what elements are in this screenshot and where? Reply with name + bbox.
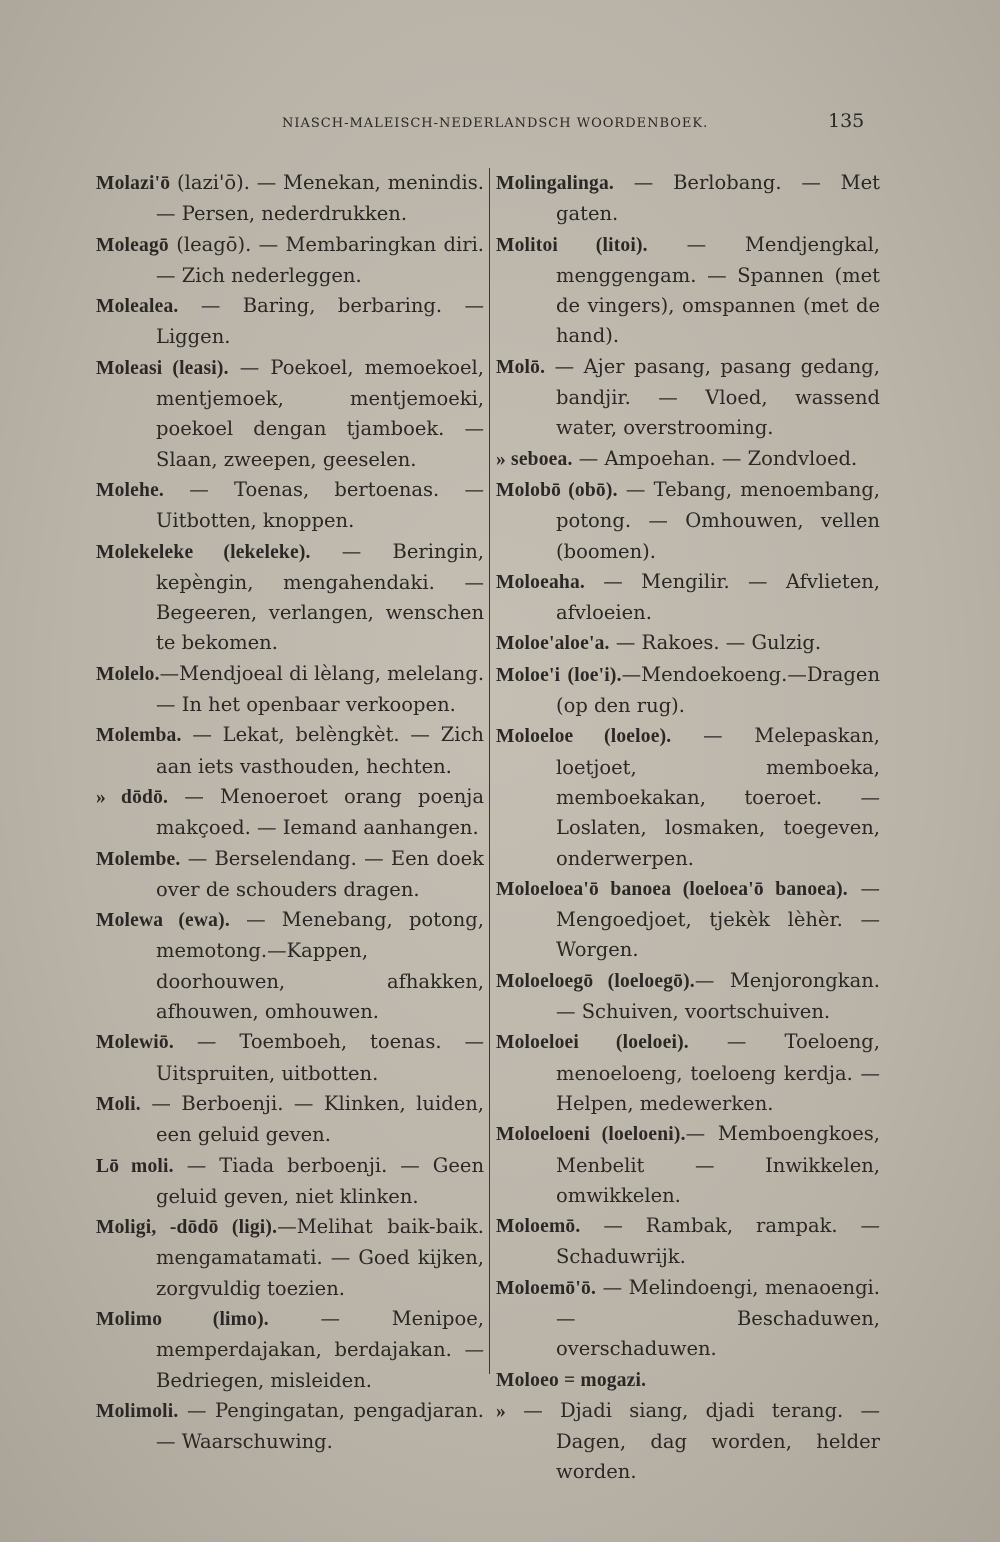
entry-definition: (lazi'ō). — Menekan, menindis. — Persen, nederdrukken. xyxy=(156,171,484,226)
dictionary-entry xyxy=(496,1119,880,1211)
entry-headword: Molewa (ewa). xyxy=(96,910,230,932)
entry-headword: Moloe'aloe'a. xyxy=(496,633,610,655)
dictionary-entry xyxy=(496,352,880,444)
entry-definition: — Melepaskan, loetjoet, memboeka, memboekakan, toeroet. — Loslaten, losmaken, toegeven, onderwerpen. xyxy=(556,724,880,870)
entry-definition: — Menebang, potong, memotong.—Kappen, doorhouwen, afhakken, afhouwen, omhouwen. xyxy=(156,908,484,1024)
entry-headword: Molemba. xyxy=(96,725,182,747)
entry-headword: Moli. xyxy=(96,1093,141,1115)
entry-definition: — Toeloeng, menoeloeng, toeloeng kerdja. — Helpen, medewerken. xyxy=(556,1030,880,1115)
dictionary-entry xyxy=(96,782,484,844)
dictionary-entry xyxy=(96,230,484,292)
entry-headword: Lō moli. xyxy=(96,1155,174,1177)
entry-headword: Moleagō xyxy=(96,234,169,256)
entry-definition: — Rakoes. — Gulzig. xyxy=(609,631,822,655)
dictionary-entry xyxy=(96,659,484,721)
entry-definition: — Berselendang. — Een doek over de schouders dragen. xyxy=(156,846,484,901)
entry-headword: Molealea. xyxy=(96,296,179,318)
entry-definition: — Memboengkoes, Menbelit — Inwikkelen, omwikkelen. xyxy=(556,1122,880,1207)
entry-definition: — Pengingatan, pengadjaran. — Waarschuwing. xyxy=(156,1398,484,1454)
entry-definition: — Berlobang. — Met gaten. xyxy=(556,171,880,226)
dictionary-entry xyxy=(96,1396,484,1458)
dictionary-entry xyxy=(496,168,880,230)
entry-headword: Molō. xyxy=(496,356,546,378)
entry-headword: Molimo (limo). xyxy=(96,1308,269,1330)
entry-headword: Molekeleke (lekeleke). xyxy=(96,541,311,563)
entry-definition: — Beringin, kepèngin, mengahendaki. — Begeeren, verlangen, wenschen te bekomen. xyxy=(156,539,484,655)
entry-definition: — Tebang, menoembang, potong. — Omhouwen, vellen (boomen). xyxy=(556,477,880,563)
entry-headword: Moloeloeni (loeloeni). xyxy=(496,1124,686,1146)
entry-definition: —Mendoekoeng.—Dragen (op den rug). xyxy=(556,662,880,718)
entry-headword: Moloeloei (loeloei). xyxy=(496,1032,689,1054)
entry-headword: » dōdō. xyxy=(96,786,169,808)
dictionary-entry xyxy=(496,230,880,352)
entry-definition: — Tiada berboenji. — Geen geluid geven, niet klinken. xyxy=(156,1153,484,1208)
entry-headword: Molewiō. xyxy=(96,1032,174,1054)
dictionary-entry xyxy=(96,1027,484,1089)
entry-headword: Molingalinga. xyxy=(496,173,614,194)
dictionary-entry xyxy=(496,444,880,475)
entry-definition: — Rambak, rampak. — Schaduwrijk. xyxy=(556,1214,880,1269)
entry-headword: Molitoi (litoi). xyxy=(496,234,648,256)
entry-headword: Moloeaha. xyxy=(496,571,585,593)
left-column xyxy=(96,168,484,1457)
dictionary-entry xyxy=(496,1365,880,1396)
entry-headword: Moligi, -dōdō (ligi). xyxy=(96,1217,278,1239)
entry-headword: Molazi'ō xyxy=(96,173,171,194)
dictionary-entry xyxy=(496,874,880,966)
entry-definition: — Toemboeh, toenas. — Uitspruiten, uitbotten. xyxy=(156,1030,484,1085)
entry-definition: — Djadi siang, djadi terang. — Dagen, dag worden, helder worden. xyxy=(505,1398,880,1484)
entry-definition: — Poekoel, memoekoel, mentjemoek, mentjemoeki, poekoel dengan tjamboek. — Slaan, zweepen, geeselen. xyxy=(156,355,484,471)
dictionary-entry xyxy=(496,660,880,722)
dictionary-entry xyxy=(96,1089,484,1151)
entry-definition: —Melihat baik-baik. mengamatamati. — Goed kijken, zorgvuldig toezien. xyxy=(156,1215,484,1300)
entry-headword: Moloemō'ō. xyxy=(496,1277,597,1299)
running-header: NIASCH-MALEISCH-NEDERLANDSCH WOORDENBOEK. xyxy=(282,116,709,131)
entry-headword: Moloeloea'ō banoea (loeloea'ō banoea). xyxy=(496,878,848,900)
entry-headword: Moloeloe (loeloe). xyxy=(496,726,672,748)
dictionary-entry xyxy=(496,567,880,629)
entry-headword: » xyxy=(496,1400,506,1422)
dictionary-entry xyxy=(96,844,484,906)
entry-definition: — Berboenji. — Klinken, luiden, een geluid geven. xyxy=(140,1091,484,1147)
entry-headword: Moloemō. xyxy=(496,1216,581,1238)
entry-headword: Moleasi (leasi). xyxy=(96,357,229,379)
entry-definition: — Toenas, bertoenas. — Uitbotten, knoppen. xyxy=(156,477,484,533)
entry-headword: » seboea. xyxy=(496,448,573,470)
dictionary-entry xyxy=(96,1212,484,1304)
dictionary-entry xyxy=(496,1396,880,1488)
entry-headword: Moloeloegō (loeloegō). xyxy=(496,970,695,992)
dictionary-entry xyxy=(96,537,484,659)
column-divider xyxy=(489,168,490,1374)
dictionary-entry xyxy=(496,966,880,1028)
entry-definition: — Mendjengkal, menggengam. — Spannen (met de vingers), omspannen (met de hand). xyxy=(556,232,881,348)
entry-headword: Moloeo = mogazi. xyxy=(496,1369,647,1391)
page-number: 135 xyxy=(828,110,865,132)
entry-definition: — Menipoe, memperdajakan, berdajakan. —Bedriegen, misleiden. xyxy=(156,1306,484,1392)
entry-headword: Molimoli. xyxy=(96,1400,179,1422)
entry-definition: — Ajer pasang, pasang gedang, bandjir. — Vloed, wassend water, overstrooming. xyxy=(545,354,880,440)
entry-definition: — Ampoehan. — Zondvloed. xyxy=(572,446,858,470)
entry-definition: — Mengoedjoet, tjekèk lèhèr. — Worgen. xyxy=(556,876,881,962)
entry-definition: — Baring, berbaring. — Liggen. xyxy=(156,294,484,349)
dictionary-entry xyxy=(96,475,484,537)
dictionary-entry xyxy=(496,1273,880,1365)
dictionary-entry xyxy=(496,628,880,659)
dictionary-entry xyxy=(96,905,484,1027)
right-column xyxy=(496,168,880,1488)
entry-definition: — Lekat, belèngkèt. — Zich aan iets vasthouden, hechten. xyxy=(156,723,484,778)
entry-definition: —Mendjoeal di lèlang, melelang. — In het openbaar verkoopen. xyxy=(156,661,485,717)
dictionary-entry xyxy=(96,1151,484,1213)
entry-headword: Molobō (obō). xyxy=(496,479,618,501)
dictionary-entry xyxy=(96,720,484,782)
dictionary-entry xyxy=(96,291,484,353)
dictionary-entry xyxy=(496,475,880,567)
entry-headword: Molehe. xyxy=(96,479,165,501)
entry-headword: Moloe'i (loe'i). xyxy=(496,664,622,686)
entry-headword: Molembe. xyxy=(96,848,181,870)
entry-definition: — Melindoengi, menaoengi. — Beschaduwen, overschaduwen. xyxy=(556,1275,880,1361)
dictionary-entry xyxy=(96,353,484,475)
entry-definition: — Menoeroet orang poenja makçoed. — Iemand aanhangen. xyxy=(156,784,484,840)
entry-definition: (leagō). — Membaringkan diri. — Zich nederleggen. xyxy=(156,232,484,287)
dictionary-entry xyxy=(96,1304,484,1396)
entry-definition: — Menjorongkan. — Schuiven, voortschuiven. xyxy=(556,968,880,1024)
dictionary-entry xyxy=(496,1027,880,1119)
dictionary-entry xyxy=(496,1211,880,1273)
dictionary-entry xyxy=(496,721,880,873)
dictionary-entry xyxy=(96,168,484,230)
entry-headword: Molelo. xyxy=(96,663,160,685)
entry-definition: — Mengilir. — Afvlieten, afvloeien. xyxy=(556,569,880,625)
